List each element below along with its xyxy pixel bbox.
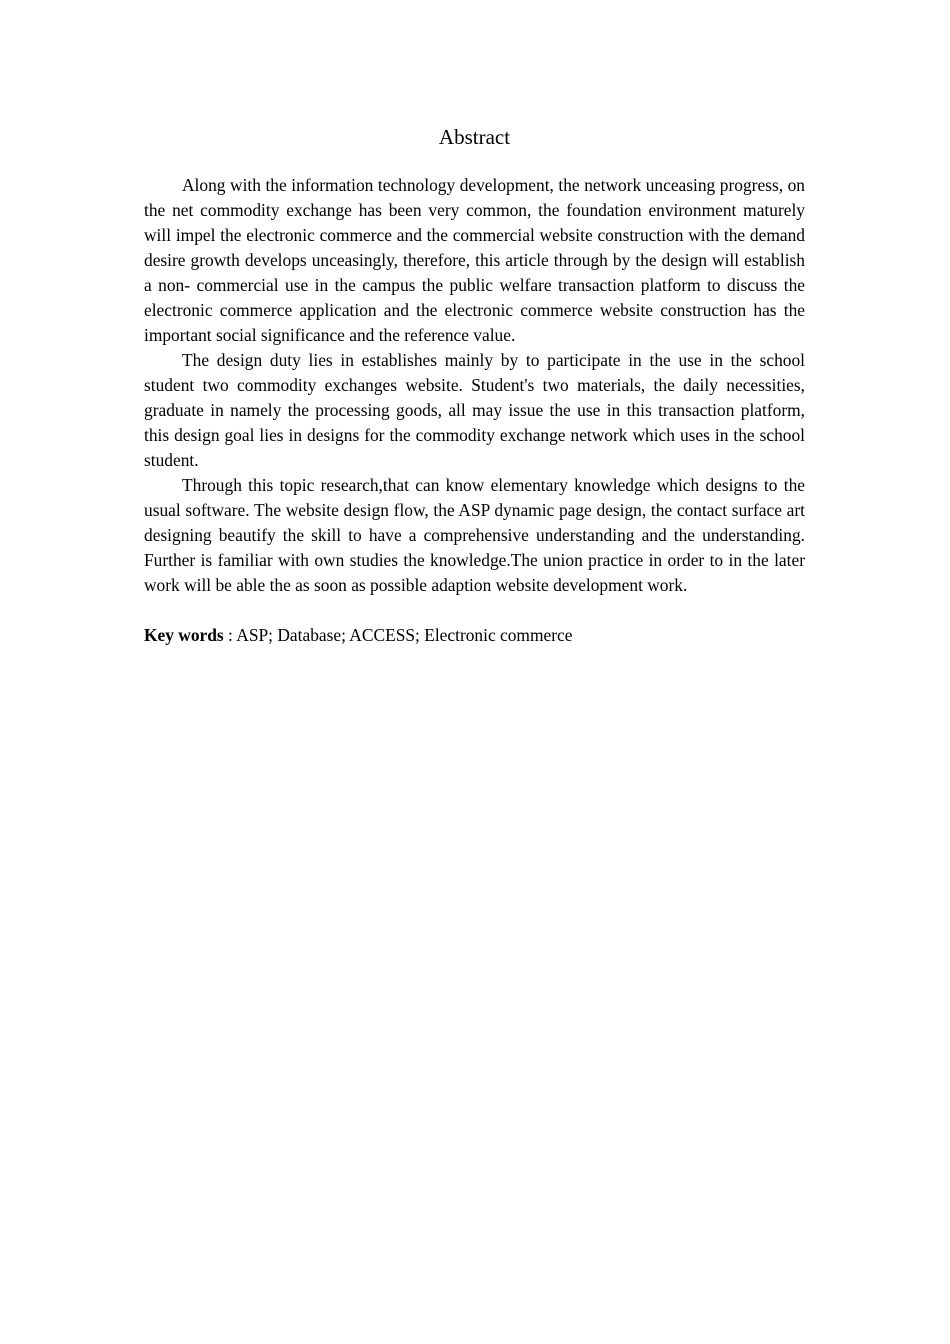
keywords-line [144, 623, 805, 648]
abstract-paragraph-3: Through this topic research,that can know elementary knowledge which designs to the usual software. The website design flow, the ASP dynamic page design, the contact surface art designing beautify the skill to have a comprehensive understanding and the understanding. Further is familiar with own studies the knowledge.The union practice in order to in the later work will be able the as soon as possible adaption website development work. [144, 475, 805, 595]
keywords-separator: : [223, 625, 237, 645]
keywords-label: Key words [144, 625, 224, 645]
document-page [144, 122, 805, 648]
keywords-value: ASP; Database; ACCESS; Electronic commerce [236, 625, 573, 645]
abstract-paragraph-2: The design duty lies in establishes mainly by to participate in the use in the school student two commodity exchanges website. Student's two materials, the daily necessities, graduate in namely the processing goods, all may issue the use in this transaction platform, this design goal lies in designs for the commodity exchange network which uses in the school student. [144, 350, 805, 470]
page-title: Abstract [438, 125, 511, 149]
abstract-paragraph-1: Along with the information technology development, the network unceasing progress, on the net commodity exchange has been very common, the foundation environment maturely will impel the electronic commerce and the commercial website construction with the demand desire growth develops unceasingly, therefore, this article through by the design will establish a non- commercial use in the campus the public welfare transaction platform to discuss the electronic commerce application and the electronic commerce website construction has the important social significance and the reference value. [144, 175, 805, 345]
